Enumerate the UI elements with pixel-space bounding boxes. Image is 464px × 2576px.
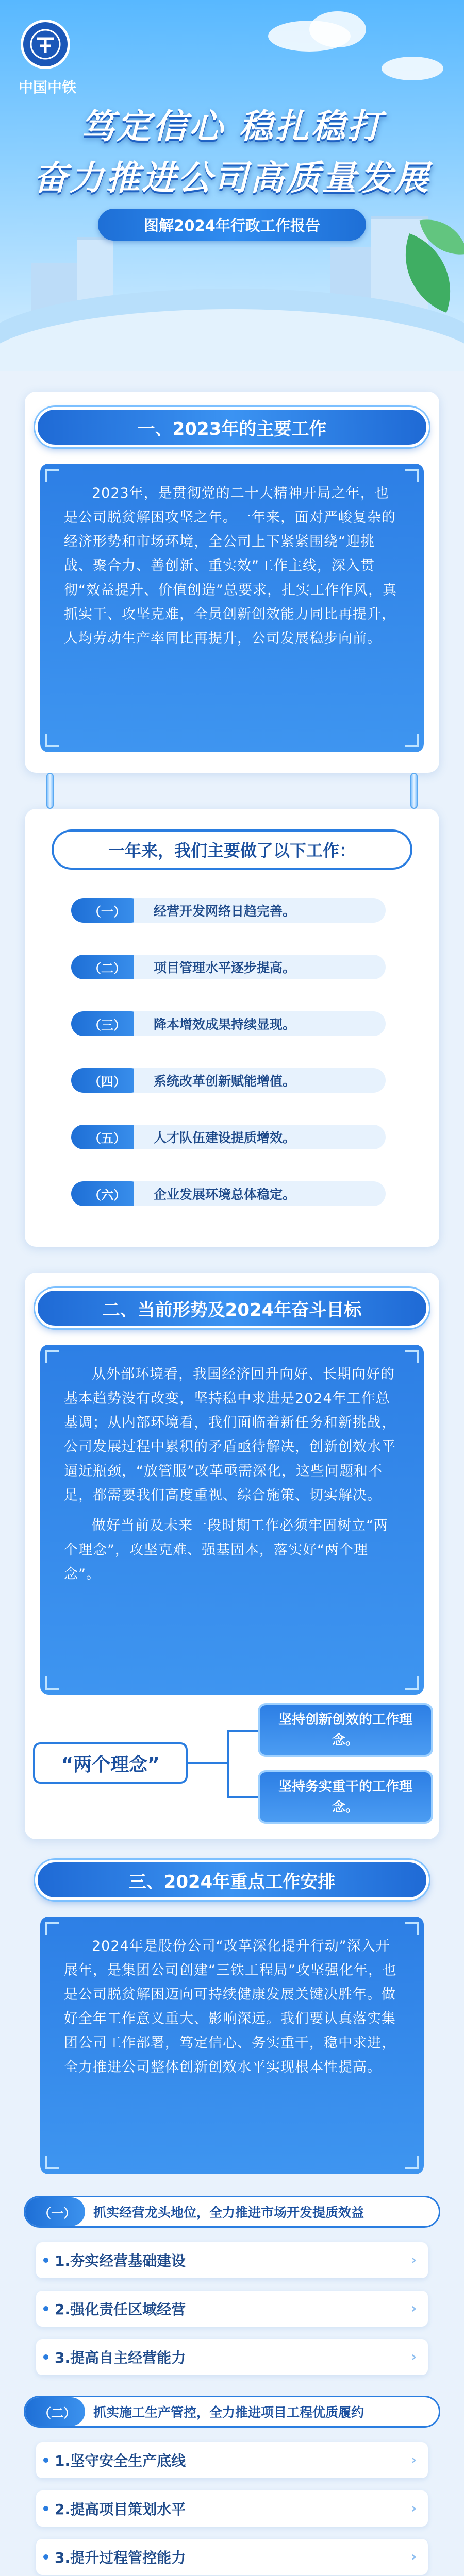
work-item-text: 项目管理水平逐步提高。 <box>134 955 386 979</box>
section1-card <box>40 464 424 752</box>
section2-title: 二、当前形势及2024年奋斗目标 <box>35 1288 429 1328</box>
work-item <box>71 1008 386 1040</box>
section1-title: 一、2023年的主要工作 <box>35 407 429 447</box>
task-item <box>36 2242 428 2278</box>
bullet-icon <box>43 2554 48 2560</box>
task-group-tag: （二） <box>25 2397 85 2426</box>
work-item <box>71 951 386 983</box>
task-group-header <box>24 2196 440 2228</box>
task-item-text: 1.坚守安全生产底线 <box>55 2452 186 2469</box>
work-item-number: （四） <box>71 1068 143 1093</box>
work-item-number: （二） <box>71 955 143 979</box>
task-group-title: 抓实经营龙头地位，全力推进市场开发提质效益 <box>93 2205 364 2220</box>
bullet-icon <box>43 2306 48 2311</box>
section1-paragraph: 2023年，是贯彻党的二十大精神开局之年，也是公司脱贫解困攻坚之年。一年来，面对严峻复杂的经济形势和市场环境，全公司上下紧紧围绕“迎挑战、聚合力、善创新、重实效”工作主线，深入贯彻“效益提升、价值创造”总要求，扎实工作作风，真抓实干、攻坚克难，全员创新创效能力同比再提升，人均劳动生产率同比再提升，公司发展稳步向前。 <box>64 485 397 647</box>
task-item <box>36 2539 428 2575</box>
task-item-text: 2.提高项目策划水平 <box>55 2501 186 2518</box>
section2-paragraph-2: 做好当前及未来一段时期工作必须牢固树立“两个理念”，攻坚克难、强基固本，落实好“两个理念”。 <box>64 1518 388 1582</box>
company-logo <box>21 20 70 69</box>
worklist-title: 一年来，我们主要做了以下工作： <box>52 829 412 870</box>
report-subtitle: 图解2024年行政工作报告 <box>98 209 366 241</box>
chevron-right-icon: › <box>411 2349 417 2365</box>
work-item-number: （三） <box>71 1011 143 1036</box>
work-item <box>71 894 386 926</box>
section3-card <box>40 1917 424 2174</box>
work-item-text: 降本增效成果持续显现。 <box>134 1011 386 1036</box>
slogan-line-2: 奋力推进公司高质量发展 <box>34 158 430 198</box>
concept-box: 坚持创新创效的工作理念。 <box>258 1703 433 1757</box>
cloud-decoration <box>309 11 366 47</box>
task-item-text: 3.提高自主经营能力 <box>55 2349 186 2366</box>
section2-card <box>40 1345 424 1695</box>
work-item-number: （一） <box>71 898 143 923</box>
task-item-text: 1.夯实经营基础建设 <box>55 2252 186 2269</box>
task-item-text: 2.强化责任区域经营 <box>55 2301 186 2318</box>
section3-title: 三、2024年重点工作安排 <box>35 1860 429 1900</box>
chevron-right-icon: › <box>411 2501 417 2516</box>
task-item <box>36 2490 428 2527</box>
brand-name: 中国中铁 <box>19 79 77 96</box>
task-group-header <box>24 2396 440 2428</box>
concept-connector <box>227 1796 258 1798</box>
work-item-text: 系统改革创新赋能增值。 <box>134 1068 386 1093</box>
work-item-text: 经营开发网络日趋完善。 <box>134 898 386 923</box>
bullet-icon <box>43 2258 48 2263</box>
work-item-text: 企业发展环境总体稳定。 <box>134 1181 386 1206</box>
section2-paragraph-1: 从外部环境看，我国经济回升向好、长期向好的基本趋势没有改变，坚持稳中求进是2024年工作总基调；从内部环境看，我们面临着新任务和新挑战，公司发展过程中累积的矛盾亟待解决，创新创效水平逼近瓶颈，“放管服”改革亟需深化，这些问题和不足，都需要我们高度重视、综合施策、切实解决。 <box>64 1366 396 1503</box>
task-group-title: 抓实施工生产管控，全力推进项目工程优质履约 <box>93 2405 364 2420</box>
work-item <box>71 1121 386 1153</box>
concept-box: 坚持务实重干的工作理念。 <box>258 1770 433 1824</box>
concept-connector <box>227 1730 229 1797</box>
chevron-right-icon: › <box>411 2301 417 2316</box>
work-item-number: （五） <box>71 1125 143 1149</box>
concept-connector <box>188 1762 227 1764</box>
chevron-right-icon: › <box>411 2549 417 2565</box>
cloud-decoration <box>382 57 443 80</box>
section3-paragraph: 2024年是股份公司“改革深化提升行动”深入开展年，是集团公司创建“三铁工程局”攻坚强化年，也是公司脱贫解困迈向可持续健康发展关键决胜年。做好全年工作意义重大、影响深远。我们要认真落实集团公司工作部署，笃定信心、务实重干，稳中求进，全力推进公司整体创新创效水平实现根本性提高。 <box>64 1938 397 2075</box>
hero-banner <box>0 0 464 371</box>
bullet-icon <box>43 2506 48 2511</box>
two-concepts-label: “两个理念” <box>33 1742 188 1784</box>
work-item-number: （六） <box>71 1181 143 1206</box>
bullet-icon <box>43 2354 48 2360</box>
chevron-right-icon: › <box>411 2252 417 2268</box>
work-item <box>71 1178 386 1210</box>
work-item <box>71 1064 386 1096</box>
chain-connector <box>0 773 464 809</box>
concept-connector <box>227 1730 258 1732</box>
task-item-text: 3.提升过程管控能力 <box>55 2549 186 2566</box>
slogan-line-1: 笃定信心 稳扎稳打 <box>80 106 384 146</box>
task-item <box>36 2291 428 2327</box>
task-group-tag: （一） <box>25 2197 85 2226</box>
work-item-text: 人才队伍建设提质增效。 <box>134 1125 386 1149</box>
chevron-right-icon: › <box>411 2452 417 2468</box>
task-item <box>36 2442 428 2478</box>
task-item <box>36 2339 428 2375</box>
bullet-icon <box>43 2458 48 2463</box>
